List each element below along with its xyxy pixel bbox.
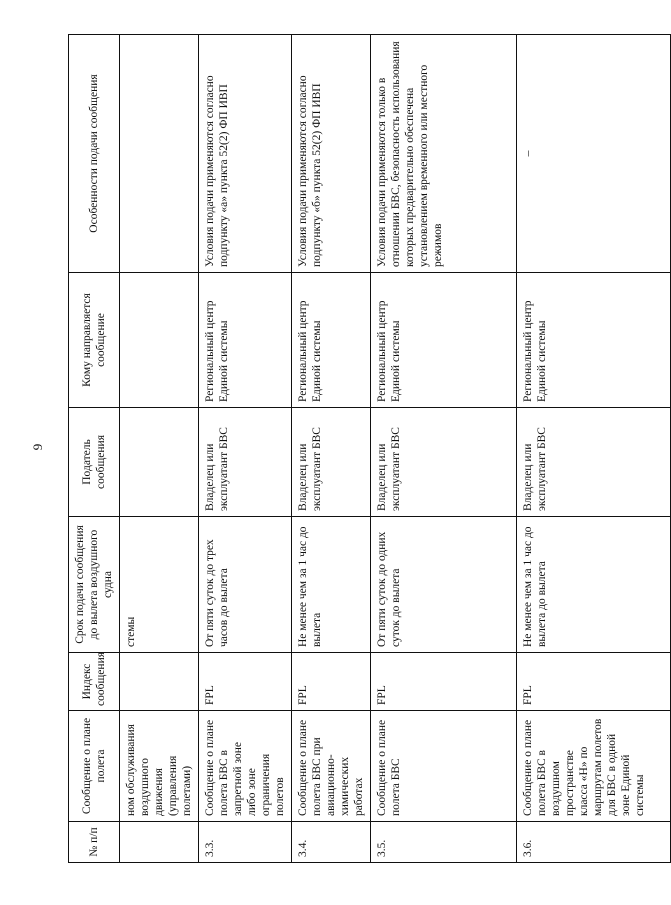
header-sender: Податель сообщения (69, 408, 120, 517)
table-header-row (69, 35, 120, 863)
cell-deadline: От пяти суток до трех часов до вылета (199, 517, 292, 653)
table-row (371, 35, 517, 863)
cell-number: 3.6. (517, 822, 671, 863)
cell-message: Сообщение о плане полета БВС в воздушном пространстве класса «Н» по маршрутам полетов для БВС в одной зоне Единой системы (517, 711, 671, 822)
header-number: № п/п (69, 822, 120, 863)
cell-sender: Владелец или эксплуатант БВС (292, 408, 371, 517)
header-message: Сообщение о плане полета (69, 711, 120, 822)
cell-recipient: Региональный центр Единой системы (517, 273, 671, 408)
cell-sender: Владелец или эксплуатант БВС (199, 408, 292, 517)
cell-number: 3.4. (292, 822, 371, 863)
table-row (199, 35, 292, 863)
cell-index: FPL (292, 653, 371, 711)
cell-number: 3.3. (199, 822, 292, 863)
flight-plan-messages-table (68, 34, 671, 863)
cell-recipient: Региональный центр Единой системы (371, 273, 517, 408)
cell-recipient: Региональный центр Единой системы (199, 273, 292, 408)
cell-index: FPL (517, 653, 671, 711)
cell-index (120, 653, 199, 711)
header-recipient: Кому направляется сообщение (69, 273, 120, 408)
cell-features: – (517, 35, 671, 273)
cell-number: 3.5. (371, 822, 517, 863)
cell-features: Условия подачи применяются согласно подпункту «а» пункта 52(2) ФП ИВП (199, 35, 292, 273)
cell-message: Сообщение о плане полета БВС в запретной зоне либо зоне ограничения полетов (199, 711, 292, 822)
table-container (68, 35, 647, 863)
header-index: Индекс сообщения (69, 653, 120, 711)
table-row (292, 35, 371, 863)
cell-deadline: От пяти суток до одних суток до вылета (371, 517, 517, 653)
cell-sender (120, 408, 199, 517)
cell-number (120, 822, 199, 863)
table-row (120, 35, 199, 863)
cell-message: Сообщение о плане полета БВС (371, 711, 517, 822)
cell-deadline: Не менее чем за 1 час до вылета (292, 517, 371, 653)
page-number: 9 (30, 443, 45, 451)
cell-recipient (120, 273, 199, 408)
cell-features: Условия подачи применяются только в отношении БВС, безопасность использования которых предварительно обеспечена установлением временного или местного режимов (371, 35, 517, 273)
cell-recipient: Региональный центр Единой системы (292, 273, 371, 408)
cell-features: Условия подачи применяются согласно подпункту «б» пункта 52(2) ФП ИВП (292, 35, 371, 273)
cell-index: FPL (199, 653, 292, 711)
cell-index: FPL (371, 653, 517, 711)
header-features: Особенности подачи сообщения (69, 35, 120, 273)
rotated-table-frame (68, 35, 647, 863)
cell-sender: Владелец или эксплуатант БВС (371, 408, 517, 517)
cell-message: Сообщение о плане полета БВС при авиационно-химических работах (292, 711, 371, 822)
cell-sender: Владелец или эксплуатант БВС (517, 408, 671, 517)
table-row (517, 35, 671, 863)
cell-deadline: Не менее чем за 1 час до вылета до вылета (517, 517, 671, 653)
cell-deadline: стемы (120, 517, 199, 653)
cell-message: ном обслуживания воздушного движения (управления полетами) (120, 711, 199, 822)
header-deadline: Срок подачи сообщения до вылета воздушного судна (69, 517, 120, 653)
cell-features (120, 35, 199, 273)
